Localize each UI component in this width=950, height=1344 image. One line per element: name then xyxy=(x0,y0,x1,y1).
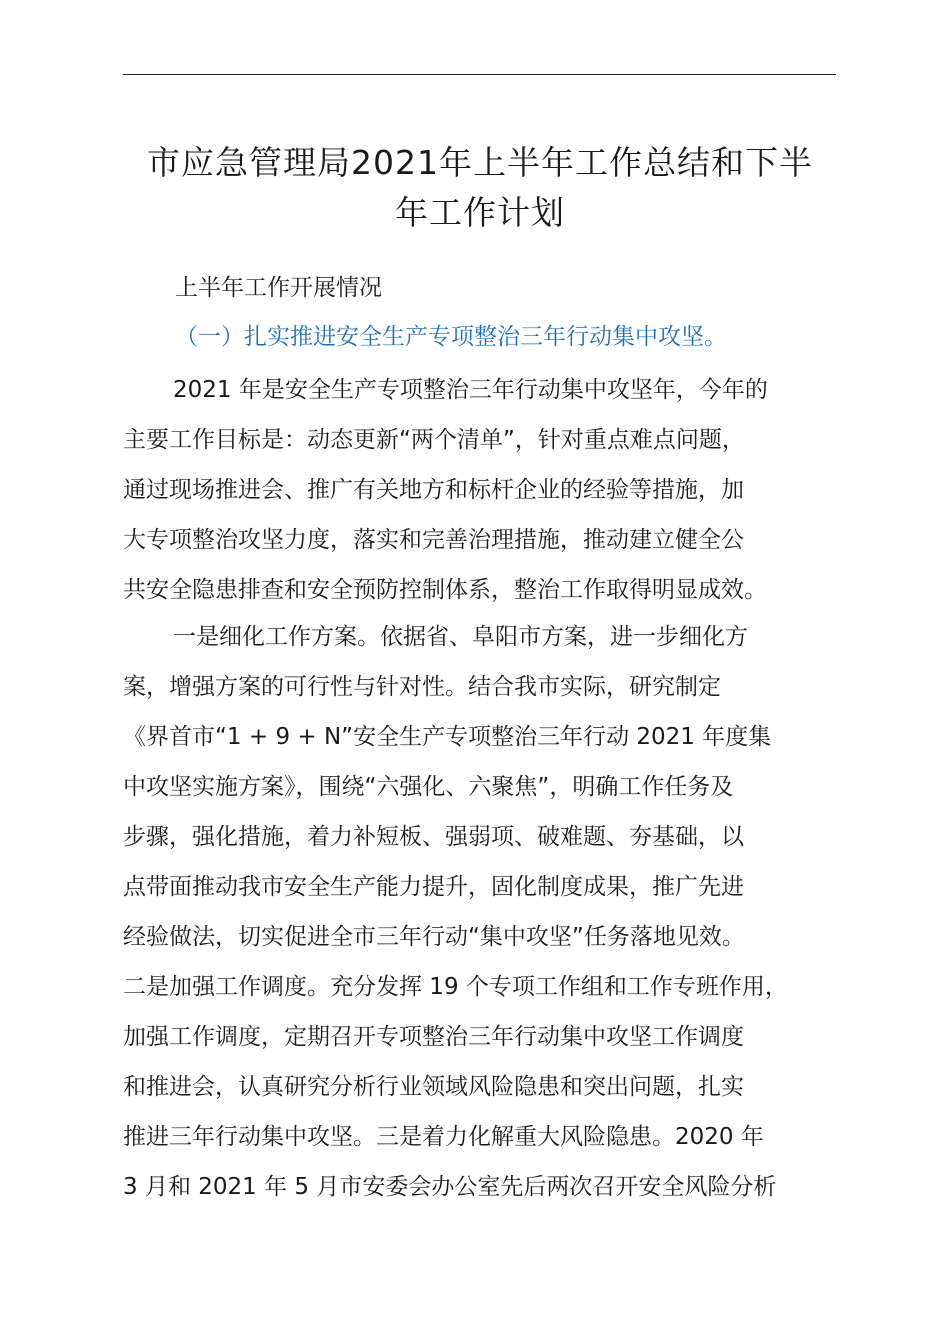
paragraph-line: 推进三年行动集中攻坚。三是着力化解重大风险隐患。2020 年 xyxy=(123,1124,764,1150)
body-paragraph-1 xyxy=(123,365,843,615)
body-paragraph-2 xyxy=(123,612,843,1212)
document-title xyxy=(110,138,850,238)
title-line-1: 市应急管理局2021年上半年工作总结和下半 xyxy=(147,143,813,182)
paragraph-line: 案，增强方案的可行性与针对性。结合我市实际，研究制定 xyxy=(123,674,721,700)
paragraph-line: 二是加强工作调度。充分发挥 19 个专项工作组和工作专班作用， xyxy=(123,974,788,1000)
paragraph-line: 《界首市“1 + 9 + N”安全生产专项整治三年行动 2021 年度集 xyxy=(123,724,772,750)
paragraph-line: 加强工作调度，定期召开专项整治三年行动集中攻坚工作调度 xyxy=(123,1024,744,1050)
section-heading: 上半年工作开展情况 xyxy=(175,275,382,301)
paragraph-line: 和推进会，认真研究分析行业领域风险隐患和突出问题，扎实 xyxy=(123,1074,744,1100)
paragraph-line: 主要工作目标是：动态更新“两个清单”，针对重点难点问题， xyxy=(123,427,745,453)
paragraph-line: 通过现场推进会、推广有关地方和标杆企业的经验等措施，加 xyxy=(123,477,744,503)
paragraph-line: 共安全隐患排查和安全预防控制体系，整治工作取得明显成效。 xyxy=(123,577,767,603)
title-line-2: 年工作计划 xyxy=(395,193,565,232)
paragraph-line: 一是细化工作方案。依据省、阜阳市方案，进一步细化方 xyxy=(173,624,748,650)
paragraph-line: 3 月和 2021 年 5 月市安委会办公室先后两次召开安全风险分析 xyxy=(123,1174,777,1200)
header-rule xyxy=(123,74,836,75)
paragraph-line: 2021 年是安全生产专项整治三年行动集中攻坚年，今年的 xyxy=(173,377,768,403)
subsection-heading: （一）扎实推进安全生产专项整治三年行动集中攻坚。 xyxy=(175,324,727,350)
paragraph-line: 大专项整治攻坚力度，落实和完善治理措施，推动建立健全公 xyxy=(123,527,744,553)
paragraph-line: 步骤，强化措施，着力补短板、强弱项、破难题、夯基础，以 xyxy=(123,824,744,850)
paragraph-line: 中攻坚实施方案》，围绕“六强化、六聚焦”，明确工作任务及 xyxy=(123,774,734,800)
paragraph-line: 点带面推动我市安全生产能力提升，固化制度成果，推广先进 xyxy=(123,874,744,900)
paragraph-line: 经验做法，切实促进全市三年行动“集中攻坚”任务落地见效。 xyxy=(123,924,745,950)
